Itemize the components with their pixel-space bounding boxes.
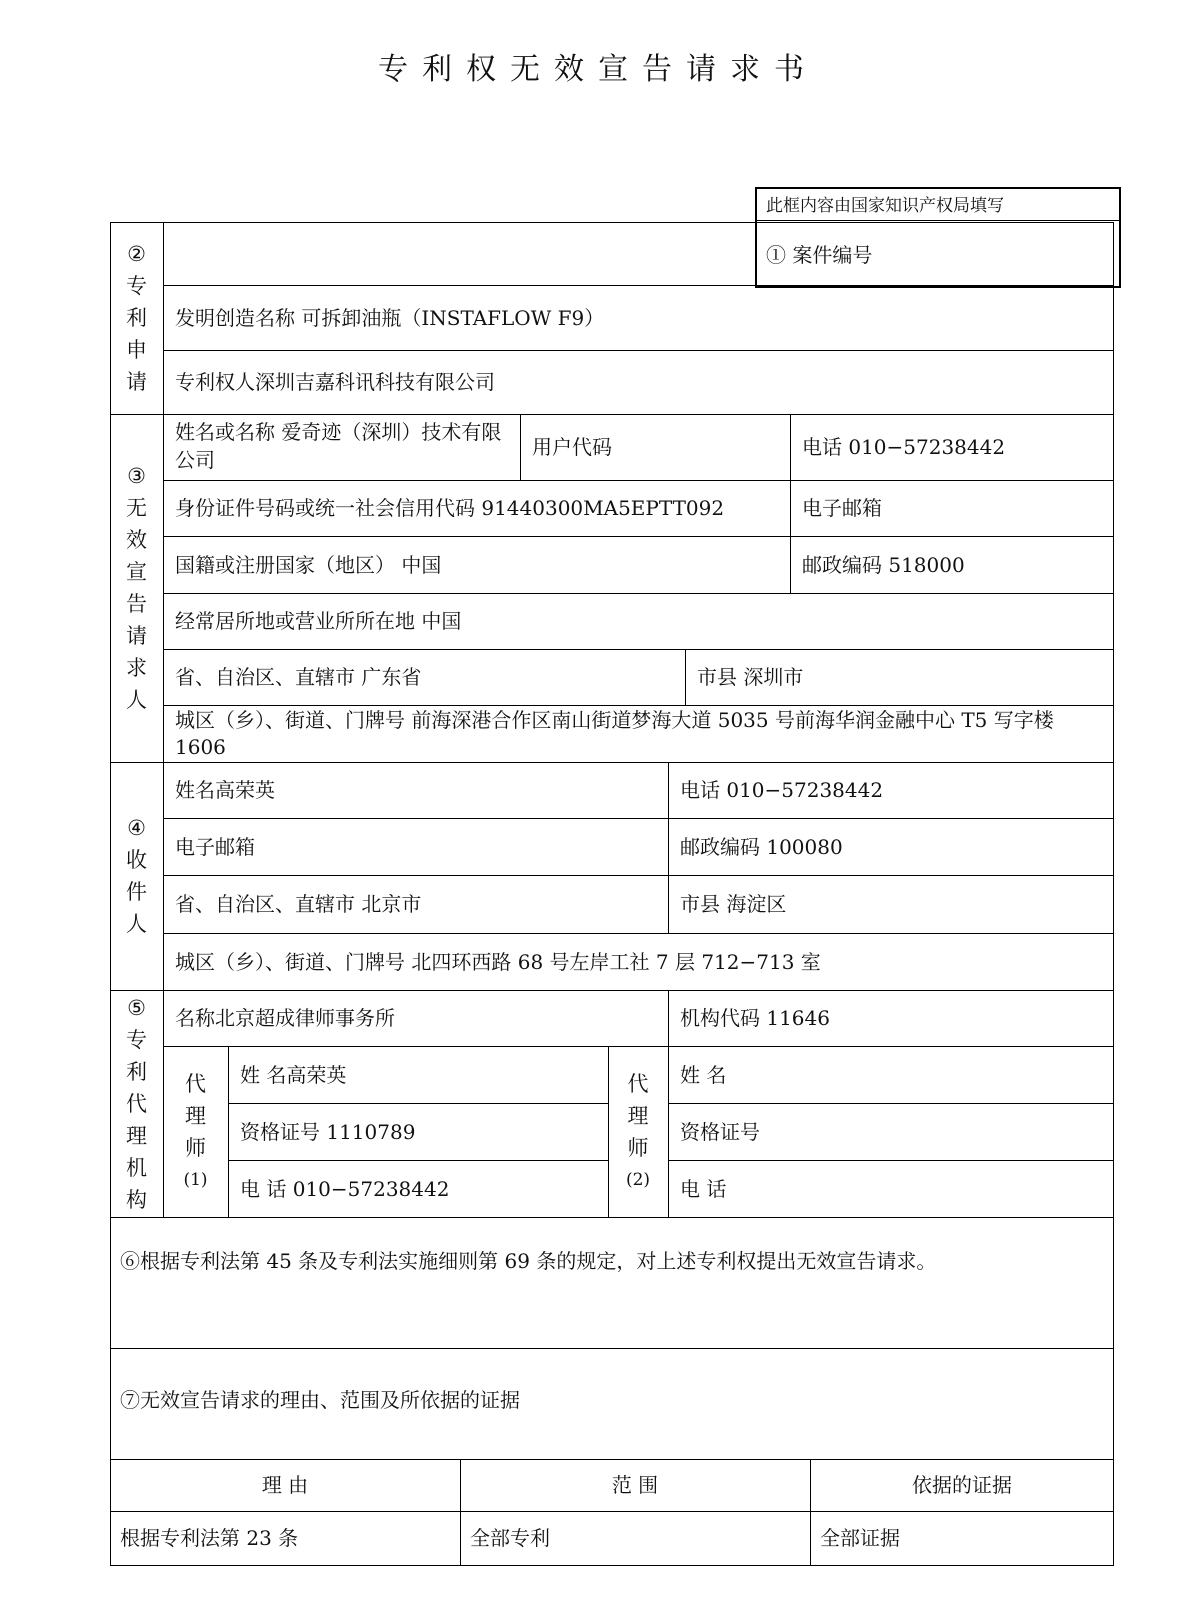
agent1-phone-field[interactable]: 电 话 010−57238442 xyxy=(240,1176,450,1201)
section-label-char: 代 xyxy=(126,1091,147,1116)
section-label-char: 请 xyxy=(126,370,147,394)
agent2-cert-field[interactable]: 资格证号 xyxy=(680,1119,760,1144)
invention-name-field[interactable]: 发明创造名称 可拆卸油瓶（INSTAFLOW F9） xyxy=(175,305,605,330)
recipient-address-field[interactable]: 城区（乡）、街道、门牌号 北四环西路 68 号左岸工社 7 层 712−713 室 xyxy=(175,949,821,974)
grounds-header-scope: 范 围 xyxy=(611,1473,659,1497)
requester-residence-field[interactable]: 经常居所地或营业所所在地 中国 xyxy=(175,609,462,633)
grounds-row-scope[interactable]: 全部专利 xyxy=(470,1526,550,1550)
agent1-name-field[interactable]: 姓 名高荣英 xyxy=(240,1062,347,1087)
agent1-cert-field[interactable]: 资格证号 1110789 xyxy=(240,1119,416,1144)
grounds-row-reason[interactable]: 根据专利法第 23 条 xyxy=(120,1526,299,1550)
section-label-recipient xyxy=(110,762,163,990)
section-label-char: 告 xyxy=(126,592,147,616)
agent-label-char: 理 xyxy=(627,1103,649,1128)
section-label-requester xyxy=(110,414,163,762)
agent-label-char: 师 xyxy=(627,1135,649,1160)
recipient-postal-field[interactable]: 邮政编码 100080 xyxy=(680,834,843,859)
agent-label-char: 代 xyxy=(627,1071,649,1096)
requester-id-code-field[interactable]: 身份证件号码或统一社会信用代码 91440300MA5EPTT092 xyxy=(175,496,725,520)
section-label-patent xyxy=(110,222,163,414)
requester-address-field[interactable]: 城区（乡）、街道、门牌号 前海深港合作区南山街道梦海大道 5035 号前海华润金融中心 T5 写字楼 1606 xyxy=(175,708,1054,759)
section-label-char: ③ xyxy=(127,464,146,488)
agency-code-field[interactable]: 机构代码 11646 xyxy=(680,1006,830,1030)
office-box-divider xyxy=(755,220,1121,221)
case-number-field[interactable]: ① 案件编号 xyxy=(766,243,873,267)
requester-email-field[interactable]: 电子邮箱 xyxy=(802,496,882,520)
section-label-char: 收 xyxy=(126,848,147,872)
section-label-char: 效 xyxy=(126,528,147,552)
grounds-header-evidence: 依据的证据 xyxy=(912,1473,1012,1497)
agent-label-char: 代 xyxy=(185,1071,206,1096)
agent-label-char: 理 xyxy=(185,1103,206,1128)
agent-label-char: (2) xyxy=(625,1169,651,1190)
section-label-char: 人 xyxy=(126,912,147,936)
grounds-title: ⑦无效宣告请求的理由、范围及所依据的证据 xyxy=(120,1388,520,1412)
grounds-header-reason: 理 由 xyxy=(261,1473,309,1497)
section-label-char: 件 xyxy=(126,880,147,904)
section-label-char: ⑤ xyxy=(127,995,146,1020)
recipient-province-field[interactable]: 省、自治区、直辖市 北京市 xyxy=(175,892,422,916)
recipient-email-field[interactable]: 电子邮箱 xyxy=(175,834,255,859)
requester-postal-field[interactable]: 邮政编码 518000 xyxy=(802,552,965,577)
patentee-field[interactable]: 专利权人深圳吉嘉科讯科技有限公司 xyxy=(175,370,495,394)
recipient-phone-field[interactable]: 电话 010−57238442 xyxy=(680,778,884,802)
agent2-name-field[interactable]: 姓 名 xyxy=(680,1062,727,1087)
requester-name-field[interactable]: 姓名或名称 爱奇迹（深圳）技术有限公司 xyxy=(175,420,502,472)
section-label-char: 构 xyxy=(126,1187,147,1212)
section-label-char: 无 xyxy=(126,496,147,520)
section-label-char: ② xyxy=(127,242,146,266)
agent2-phone-field[interactable]: 电 话 xyxy=(680,1176,727,1201)
office-use-note: 此框内容由国家知识产权局填写 xyxy=(766,196,1004,216)
section-label-char: 理 xyxy=(126,1123,147,1148)
section-label-char: 人 xyxy=(126,688,147,712)
section-label-char: 请 xyxy=(126,624,147,648)
section-label-char: 申 xyxy=(126,338,147,362)
section-label-char: 利 xyxy=(126,1059,147,1084)
table-border-bottom xyxy=(110,1565,1114,1566)
section-label-char: 利 xyxy=(126,306,147,330)
section-label-char: 机 xyxy=(126,1155,147,1180)
recipient-name-field[interactable]: 姓名高荣英 xyxy=(175,778,275,802)
agent1-label xyxy=(163,1046,228,1217)
section-label-char: 求 xyxy=(126,656,147,680)
agent2-label xyxy=(608,1046,668,1217)
requester-user-code-field[interactable]: 用户代码 xyxy=(532,435,612,459)
section-label-char: ④ xyxy=(127,816,146,840)
page-title: 专利权无效宣告请求书 xyxy=(378,52,818,87)
requester-city-field[interactable]: 市县 深圳市 xyxy=(697,665,804,689)
agent-label-char: (1) xyxy=(183,1169,208,1190)
section-label-char: 专 xyxy=(126,274,147,298)
agency-name-field[interactable]: 名称北京超成律师事务所 xyxy=(175,1006,395,1030)
section-label-char: 专 xyxy=(126,1027,147,1052)
section-label-char: 宣 xyxy=(126,560,147,584)
statement-text: ⑥根据专利法第 45 条及专利法实施细则第 69 条的规定，对上述专利权提出无效宣告请求。 xyxy=(120,1249,937,1273)
agent-label-char: 师 xyxy=(185,1135,206,1160)
requester-phone-field[interactable]: 电话 010−57238442 xyxy=(802,435,1006,459)
requester-province-field[interactable]: 省、自治区、直辖市 广东省 xyxy=(175,665,422,689)
grounds-row-evidence[interactable]: 全部证据 xyxy=(820,1526,900,1550)
requester-nationality-field[interactable]: 国籍或注册国家（地区） 中国 xyxy=(175,552,442,577)
recipient-city-field[interactable]: 市县 海淀区 xyxy=(680,892,787,916)
section-label-agency xyxy=(110,990,163,1217)
